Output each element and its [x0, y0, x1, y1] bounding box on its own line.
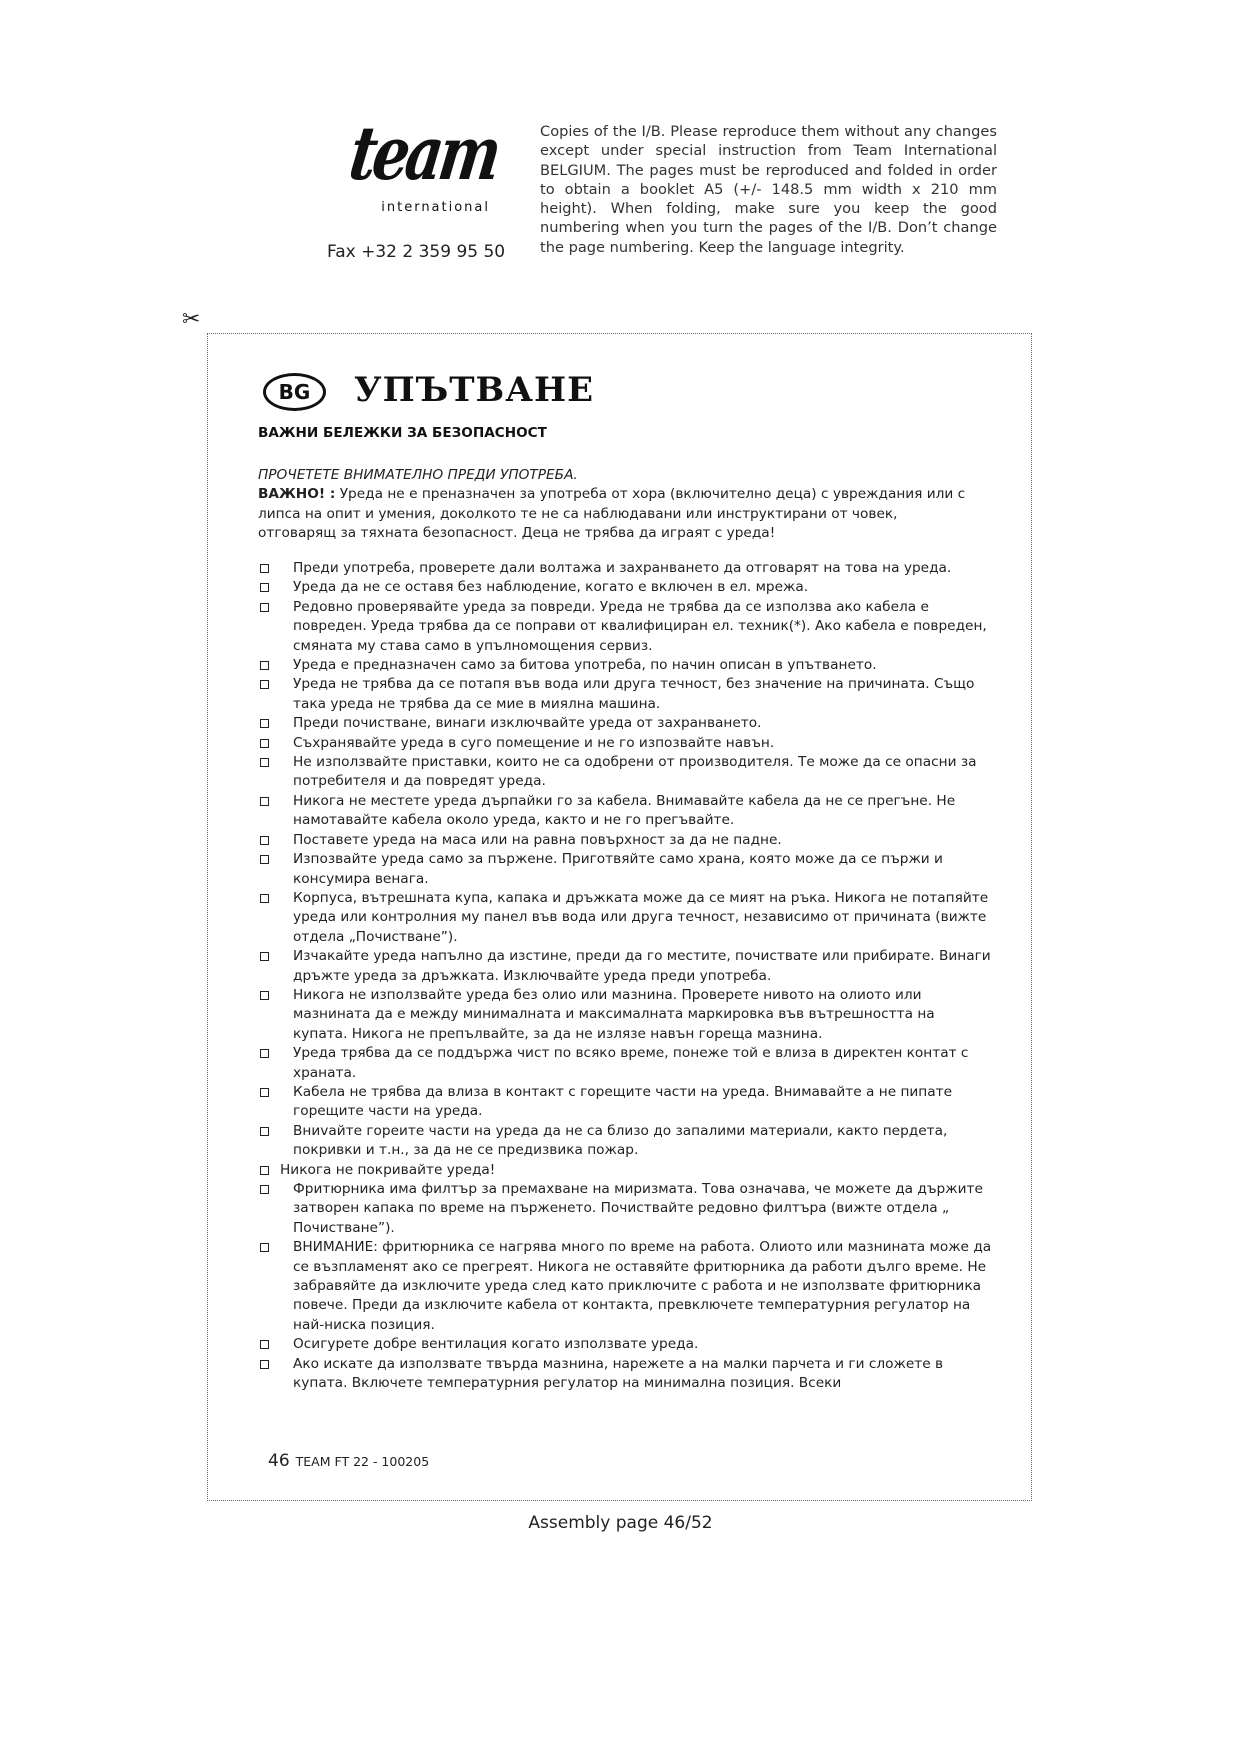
manual-title: УПЪТВАНЕ — [354, 370, 594, 410]
model-code: TEAM FT 22 - 100205 — [295, 1454, 430, 1469]
scissors-icon: ✂ — [182, 307, 201, 332]
list-item: Никога не покривайте уреда! — [258, 1161, 993, 1180]
list-item: Преди почистване, винаги изключвайте уреда от захранването. — [258, 714, 993, 733]
logo-subtitle: international — [381, 200, 490, 215]
list-item: Вниvайте гореите части на уреда да не са близо до запалими материали, както пердета, покривки и т.н., за да не се предизвика пожар. — [258, 1122, 993, 1161]
list-item: Кабела не трябва да влиза в контакт с горещите части на уреда. Внимавайте а не пипате горещите части на уреда. — [258, 1083, 993, 1122]
list-item: Редовно проверявайте уреда за повреди. Уреда не трябва да се използва ако кабела е повреден. Уреда трябва да се поправи от квалифициран ел. техник(*). Ако кабела е повреден, смяната му става само в упълномощения сервиз. — [258, 598, 993, 656]
fax-number: Fax +32 2 359 95 50 — [327, 242, 506, 262]
safety-heading: ВАЖНИ БЕЛЕЖКИ ЗА БЕЗОПАСНОСТ — [258, 425, 547, 441]
list-item: Корпуса, вътрешната купа, капака и дръжката може да се мият на ръка. Никога не потапяйте уреда или контролния му панел във вода или друга течност, независимо от причината (вижте отдела „Почистване”). — [258, 889, 993, 947]
list-item: Уреда е предназначен само за битова употреба, по начин описан в упътването. — [258, 656, 993, 675]
important-label: ВАЖНО! : — [258, 486, 336, 503]
important-text: Уреда не е преназначен за употреба от хора (включително деца) с увреждания или с липса на опит и умения, доколкото те не са наблюдавани или инструктирани от човек, отговарящ за тяхната безопасност. Деца не трябва да играят с уреда! — [258, 486, 966, 542]
list-item: Уреда трябва да се поддържа чист по всяко време, понеже той е влиза в директен контат с храната. — [258, 1044, 993, 1083]
list-item: Поставете уреда на маса или на равна повърхност за да не падне. — [258, 831, 993, 850]
copies-instruction: Copies of the I/B. Please reproduce them without any changes except under special instruction from Team International BELGIUM. The pages must be reproduced and folded in order to obtain a booklet A5 (+/- 148.5 mm width x 210 mm height). When folding, make sure you keep the good numbering when you turn the pages of the I/B. Don’t change the page numbering. Keep the language integrity. — [540, 123, 997, 256]
assembly-page-label: Assembly page 46/52 — [528, 1513, 713, 1533]
list-item: Никога не използвайте уреда без олио или мазнина. Проверете нивото на олиото или мазнината да е между минималната и максималната маркировка във вътрешността на купата. Никога не препълвайте, за да не излязе навън гореща мазнина. — [258, 986, 993, 1044]
list-item: Изпозвайте уреда само за пържене. Приготвяйте само храна, която може да се пържи и консумира венага. — [258, 850, 993, 889]
intro-block — [258, 466, 980, 544]
page-number: 46 — [268, 1451, 290, 1471]
important-paragraph — [258, 485, 980, 543]
list-item: Преди употреба, проверете дали волтажа и захранването да отговарят на това на уреда. — [258, 559, 993, 578]
list-item: Осигурете добре вентилация когато използвате уреда. — [258, 1335, 993, 1354]
list-item: Ако искате да използвате твърда мазнина, нарежете а на малки парчета и ги сложете в купата. Включете температурния регулатор на минимална позиция. Всеки — [258, 1355, 993, 1394]
safety-list — [258, 559, 993, 1393]
list-item: ВНИМАНИЕ: фритюрника се нагрява много по време на работа. Олиото или мазнината може да се възпламенят ако се прегреят. Никога не оставяйте фритюрника да работи дълго време. Не забравяйте да изключите уреда след като приключите с работа и не използвате фритюрника повече. Преди да изключите кабела от контакта, превключете температурния регулатор на най-ниска позиция. — [258, 1238, 993, 1335]
list-item: Съхранявайте уреда в суго помещение и не го изпозвайте навън. — [258, 734, 993, 753]
list-item: Не използвайте приставки, които не са одобрени от производителя. Те може да се опасни за потребителя и да повредят уреда. — [258, 753, 993, 792]
logo-wordmark: team — [344, 111, 503, 197]
list-item: Изчакайте уреда напълно да изстине, преди да го местите, почиствате или прибирате. Винаги дръжте уреда за дръжката. Изключвайте уреда преди употреба. — [258, 947, 993, 986]
list-item: Фритюрника има филтър за премахване на миризмата. Това означава, че можете да държите затворен капака по време на пърженето. Почиствайте редовно филтъра (вижте отдела „ Почистване”). — [258, 1180, 993, 1238]
list-item: Уреда не трябва да се потапя във вода или друга течност, без значение на причината. Също така уреда не трябва да се мие в миялна машина. — [258, 675, 993, 714]
read-carefully-note: ПРОЧЕТЕТЕ ВНИМАТЕЛНО ПРЕДИ УПОТРЕБА. — [258, 467, 578, 483]
team-international-logo — [344, 111, 503, 224]
list-item: Никога не местете уреда дърпайки го за кабела. Внимавайте кабела да не се прегъне. Не намотавайте кабела около уреда, както и не го прегъвайте. — [258, 792, 993, 831]
language-badge: BG — [263, 373, 326, 411]
page-footer — [268, 1451, 429, 1471]
list-item: Уреда да не се оставя без наблюдение, когато е включен в ел. мрежа. — [258, 578, 993, 597]
